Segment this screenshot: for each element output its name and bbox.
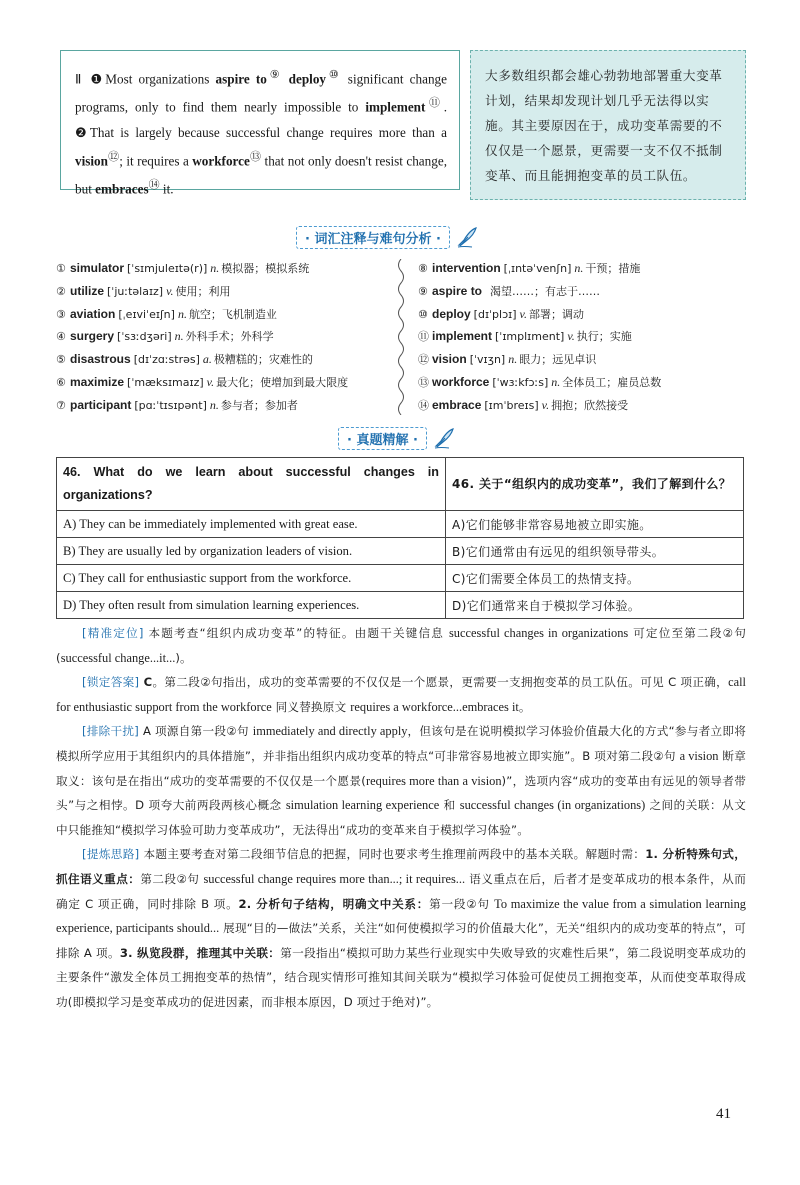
analysis-locate bbox=[56, 621, 746, 670]
vocab-section-title: · 词汇注释与难句分析 · bbox=[296, 226, 450, 249]
vocab-column-left bbox=[56, 257, 386, 417]
entry-number: ③ bbox=[56, 307, 66, 321]
footnote-ref: ⑨ bbox=[266, 69, 283, 81]
entry-number: ⑬ bbox=[418, 375, 429, 389]
entry-word: surgery bbox=[70, 329, 115, 344]
analysis-text: ，但该句是在说明模拟学习体验价值最大化的方式“参与者立即将模拟所学应用于其组织内的具体措施”，并非指出组织内成功变革的特点“可非常容易地被立即实施”。B 项对第二段②句 bbox=[56, 724, 747, 763]
entry-phonetic: [ˈwɜːkfɔːs] bbox=[492, 375, 549, 389]
entry-pos: a. bbox=[202, 352, 212, 367]
vocab-section-heading bbox=[296, 225, 478, 249]
entry-word: vision bbox=[432, 352, 467, 367]
entry-meaning: 干预；措施 bbox=[585, 262, 641, 275]
entry-word: disastrous bbox=[70, 352, 131, 367]
entry-phonetic: [dɪˈplɔɪ] bbox=[473, 307, 517, 321]
entry-word: workforce bbox=[432, 374, 490, 389]
analysis-step-title: 3. 纵览段群，推理其中关联： bbox=[119, 945, 281, 960]
entry-pos: n. bbox=[574, 261, 584, 275]
analysis-text: 第一段指出“模拟可助力某些行业现实中失败导致的灾难性后果”，第二段说明变革成功的主要条件“激发全体员工拥抱变革的热情”，结合现实情形可推知其间关联为“模拟学习体验可促使员工拥抱变革，从而使变革取得成功(即模拟学习是变革成功的促进因素，而非根本原因，D 项过于绝对)”。 bbox=[56, 945, 747, 1009]
analysis-text: 。第二段②句指出，成功的变革需要的不仅仅是一个愿景，更需要一支拥抱变革的员工队伍。可见 C 项正确， bbox=[152, 675, 729, 690]
analysis-text: 第一段②句 bbox=[429, 896, 495, 911]
entry-number: ⑭ bbox=[418, 398, 429, 412]
entry-word: intervention bbox=[432, 261, 501, 275]
footnote-ref: ⑫ bbox=[107, 150, 120, 163]
analysis-text: 可定位至第二段②句( bbox=[56, 626, 746, 665]
entry-number: ⑫ bbox=[418, 353, 429, 367]
entry-pos: v. bbox=[206, 374, 215, 389]
vocab-column-right bbox=[418, 257, 748, 417]
analysis-quote: To maximize the value from a simulation learning experience, participants should... bbox=[56, 896, 747, 936]
question-table bbox=[56, 457, 744, 619]
entry-meaning: 部署；调动 bbox=[528, 307, 584, 321]
option-a-chinese: A)它们能够非常容易地被立即实施。 bbox=[446, 511, 744, 538]
entry-number: ⑧ bbox=[418, 262, 428, 275]
vocab-entry bbox=[56, 371, 386, 394]
entry-pos: n. bbox=[508, 352, 518, 367]
keyword: embraces bbox=[95, 181, 149, 197]
entry-pos: v. bbox=[519, 306, 527, 321]
exam-section-heading bbox=[338, 426, 455, 450]
entry-meaning: 拥抱；欣然接受 bbox=[551, 398, 629, 412]
question-chinese: 46. 关于“组织内的成功变革”，我们了解到什么？ bbox=[446, 458, 744, 511]
entry-number: ⑪ bbox=[418, 330, 429, 344]
analysis-quote: call for enthusiastic support from the workforce bbox=[56, 675, 746, 714]
entry-meaning: 参与者；参加者 bbox=[220, 398, 298, 412]
entry-word: embrace bbox=[432, 397, 482, 412]
analysis-quote: requires more than a vision bbox=[366, 773, 502, 788]
entry-meaning: 使用；利用 bbox=[175, 284, 231, 298]
analysis-text: 语义重点在后，后者才是变革成功的根本条件，从而确定 C 项正确，同时排除 B 项。 bbox=[56, 871, 746, 911]
quill-icon bbox=[433, 427, 455, 449]
footnote-ref: ⑩ bbox=[326, 69, 342, 81]
entry-word: simulator bbox=[70, 261, 125, 275]
entry-word: participant bbox=[70, 397, 132, 412]
keyword: implement bbox=[365, 99, 426, 115]
quill-icon bbox=[456, 226, 478, 248]
analysis-quote: successful changes (in organizations) bbox=[459, 798, 646, 813]
vocab-entry bbox=[56, 257, 386, 280]
option-d-chinese: D)它们通常来自于模拟学习体验。 bbox=[446, 592, 744, 619]
analysis-text: 同义替换原文 bbox=[271, 699, 351, 714]
answer-letter: C bbox=[139, 675, 153, 690]
entry-number: ⑨ bbox=[418, 284, 428, 298]
entry-word: utilize bbox=[70, 283, 105, 298]
analysis-text: )。 bbox=[175, 650, 192, 665]
analysis-text: 本题主要考查对第二段细节信息的把握，同时也要求考生推理前两段中的基本关联。解题时需： bbox=[139, 847, 646, 862]
entry-pos: n. bbox=[551, 374, 561, 389]
vocab-entry bbox=[418, 280, 748, 303]
entry-meaning: 航空；飞机制造业 bbox=[188, 307, 277, 321]
vocab-entry bbox=[418, 325, 748, 348]
vocab-entry bbox=[56, 325, 386, 348]
entry-number: ① bbox=[56, 262, 66, 275]
entry-meaning: 极糟糕的；灾难性的 bbox=[213, 353, 313, 367]
analysis-text: 之间的关联：从文中只能推知“模拟学习体验可助力变革成功”，无法得出“成功的变革来自于模拟学习体验”。 bbox=[56, 798, 746, 837]
analysis-label: [锁定答案] bbox=[82, 675, 140, 690]
entry-word: aviation bbox=[70, 306, 116, 321]
entry-phonetic: [ˈɪmplɪment] bbox=[495, 330, 565, 344]
footnote-ref: ⑪ bbox=[425, 97, 444, 110]
analysis-quote: successful change...it... bbox=[60, 650, 176, 665]
entry-phonetic: [ɪmˈbreɪs] bbox=[484, 398, 539, 412]
entry-phonetic: [ˈmæksɪmaɪz] bbox=[127, 375, 204, 389]
entry-pos: v. bbox=[166, 283, 174, 298]
analysis-quote: requires a workforce...embraces it bbox=[350, 699, 519, 714]
sentence-marker: ❶ bbox=[90, 71, 106, 87]
translation-text: 大多数组织都会雄心勃勃地部署重大变革计划，结果却发现计划几乎无法得以实施。其主要原因在于，成功变革需要的不仅仅是一个愿景，更需要一支不仅不抵制变革、而且能拥抱变革的员工队伍。 bbox=[485, 68, 723, 183]
entry-meaning: 最大化；使增加到最大限度 bbox=[216, 375, 349, 389]
entry-phonetic: [ˈsɪmjuleɪtə(r)] bbox=[127, 262, 208, 275]
entry-number: ⑤ bbox=[56, 353, 66, 367]
entry-meaning: 渴望……；有志于…… bbox=[490, 284, 601, 298]
question-english: 46. What do we learn about successful changes in organizations? bbox=[57, 458, 446, 511]
analysis-approach bbox=[56, 842, 746, 1014]
entry-number: ② bbox=[56, 284, 66, 298]
passage-text: that not only doesn't resist change, but bbox=[75, 153, 448, 197]
entry-phonetic: [ˈsɜːdʒəri] bbox=[117, 330, 172, 344]
vocab-entry bbox=[418, 394, 748, 417]
question-row bbox=[57, 458, 744, 511]
entry-meaning: 模拟器；模拟系统 bbox=[221, 262, 310, 275]
passage-text: That is largely because successful change requires more than a bbox=[89, 124, 447, 140]
analysis-label: [精准定位] bbox=[82, 626, 144, 640]
vocab-entry bbox=[418, 257, 748, 280]
entry-phonetic: [ˌɪntəˈvenʃn] bbox=[503, 262, 572, 275]
entry-number: ⑥ bbox=[56, 375, 66, 389]
entry-phonetic: [dɪˈzɑːstrəs] bbox=[133, 353, 200, 367]
entry-pos: n. bbox=[210, 261, 220, 275]
entry-meaning: 全体员工；雇员总数 bbox=[562, 375, 662, 389]
entry-pos: v. bbox=[541, 397, 550, 412]
vocab-entry bbox=[56, 348, 386, 371]
passage-excerpt bbox=[60, 50, 460, 197]
entry-pos: n. bbox=[177, 306, 187, 321]
answer-analysis bbox=[56, 621, 746, 1015]
analysis-quote: successful change requires more than...; it requires... bbox=[203, 871, 466, 886]
option-row bbox=[57, 565, 744, 592]
keyword: vision bbox=[75, 153, 108, 169]
analysis-step-title: 1. 分析特殊句式，抓住语义重点： bbox=[56, 847, 747, 886]
entry-pos: v. bbox=[567, 329, 575, 344]
entry-number: ⑩ bbox=[418, 307, 428, 321]
vocab-entry bbox=[56, 280, 386, 303]
entry-meaning: 执行；实施 bbox=[576, 330, 632, 344]
entry-pos: n. bbox=[174, 329, 184, 344]
analysis-text: 本题考查“组织内成功变革”的特征。由题干关键信息 bbox=[143, 626, 449, 640]
analysis-quote: a vision bbox=[679, 748, 719, 763]
entry-word: deploy bbox=[432, 306, 471, 321]
passage-text: it. bbox=[159, 181, 174, 197]
entry-word: implement bbox=[432, 329, 493, 344]
analysis-quote: successful changes in organizations bbox=[448, 626, 629, 640]
analysis-text: 第二段②句 bbox=[140, 871, 204, 886]
vocab-entry bbox=[56, 303, 386, 326]
analysis-quote: immediately and directly apply bbox=[252, 724, 408, 739]
option-b-english: B) They are usually led by organization leaders of vision. bbox=[57, 538, 446, 565]
option-c-chinese: C)它们需要全体员工的热情支持。 bbox=[446, 565, 744, 592]
entry-pos: n. bbox=[209, 397, 219, 412]
paragraph-number: Ⅱ bbox=[75, 71, 85, 87]
passage-text: significant change programs, only to find them nearly impossible to bbox=[75, 71, 447, 115]
option-row bbox=[57, 538, 744, 565]
option-row bbox=[57, 511, 744, 538]
analysis-quote: simulation learning experience bbox=[285, 798, 440, 813]
analysis-text: )”，选项内容“成功的变革由有远见的领导者带头”与之相悖。D 项夸大前两段两核心概念 bbox=[56, 773, 746, 813]
vocab-entry bbox=[418, 348, 748, 371]
page-number: 41 bbox=[716, 1106, 731, 1122]
analysis-answer bbox=[56, 670, 746, 719]
option-c-english: C) They call for enthusiastic support from the workforce. bbox=[57, 565, 446, 592]
entry-number: ④ bbox=[56, 330, 66, 344]
vocab-entry bbox=[418, 371, 748, 394]
analysis-label: [提炼思路] bbox=[82, 847, 140, 862]
passage-text: ; it requires a bbox=[119, 153, 193, 169]
keyword: deploy bbox=[288, 71, 327, 87]
entry-phonetic: [ˌeɪviˈeɪʃn] bbox=[118, 307, 175, 321]
entry-meaning: 眼力；远见卓识 bbox=[519, 353, 597, 367]
analysis-eliminate bbox=[56, 719, 746, 842]
vocab-entry bbox=[56, 394, 386, 417]
entry-meaning: 外科手术；外科学 bbox=[185, 330, 274, 344]
vocab-entry bbox=[418, 303, 748, 326]
option-b-chinese: B)它们通常由有远见的组织领导带头。 bbox=[446, 538, 744, 565]
analysis-step-title: 2. 分析句子结构，明确文中关系： bbox=[238, 896, 430, 911]
entry-word: aspire to bbox=[432, 283, 483, 298]
option-row bbox=[57, 592, 744, 619]
analysis-text: 断章取义：该句是在指出“成功的变革需要的不仅仅是一个愿景( bbox=[56, 748, 746, 788]
analysis-text: 和 bbox=[439, 798, 460, 813]
entry-phonetic: [ˈjuːtəlaɪz] bbox=[107, 284, 164, 298]
passage-text: . bbox=[443, 99, 447, 115]
option-a-english: A) They can be immediately implemented with great ease. bbox=[57, 511, 446, 538]
option-d-english: D) They often result from simulation learning experiences. bbox=[57, 592, 446, 619]
analysis-text: A 项源自第一段②句 bbox=[139, 724, 253, 739]
sentence-marker: ❷ bbox=[75, 124, 90, 140]
translation-box bbox=[470, 50, 746, 200]
exam-section-title: · 真题精解 · bbox=[338, 427, 427, 450]
entry-phonetic: [ˈvɪʒn] bbox=[469, 353, 506, 367]
keyword: workforce bbox=[192, 153, 250, 169]
column-divider bbox=[394, 259, 408, 415]
keyword: aspire to bbox=[215, 71, 267, 87]
analysis-text: 。 bbox=[518, 699, 531, 714]
footnote-ref: ⑭ bbox=[148, 179, 160, 192]
entry-phonetic: [pɑːˈtɪsɪpənt] bbox=[134, 398, 207, 412]
vocabulary-list bbox=[56, 257, 746, 417]
analysis-label: [排除干扰] bbox=[82, 724, 139, 739]
entry-number: ⑦ bbox=[56, 398, 66, 412]
passage-text: Most organizations bbox=[105, 71, 216, 87]
entry-word: maximize bbox=[70, 374, 125, 389]
footnote-ref: ⑬ bbox=[249, 150, 262, 163]
analysis-text: 展现“目的—做法”关系，关注“如何使模拟学习的价值最大化”，无关“组织内的成功变革的特点”，可排除 A 项。 bbox=[56, 921, 747, 960]
